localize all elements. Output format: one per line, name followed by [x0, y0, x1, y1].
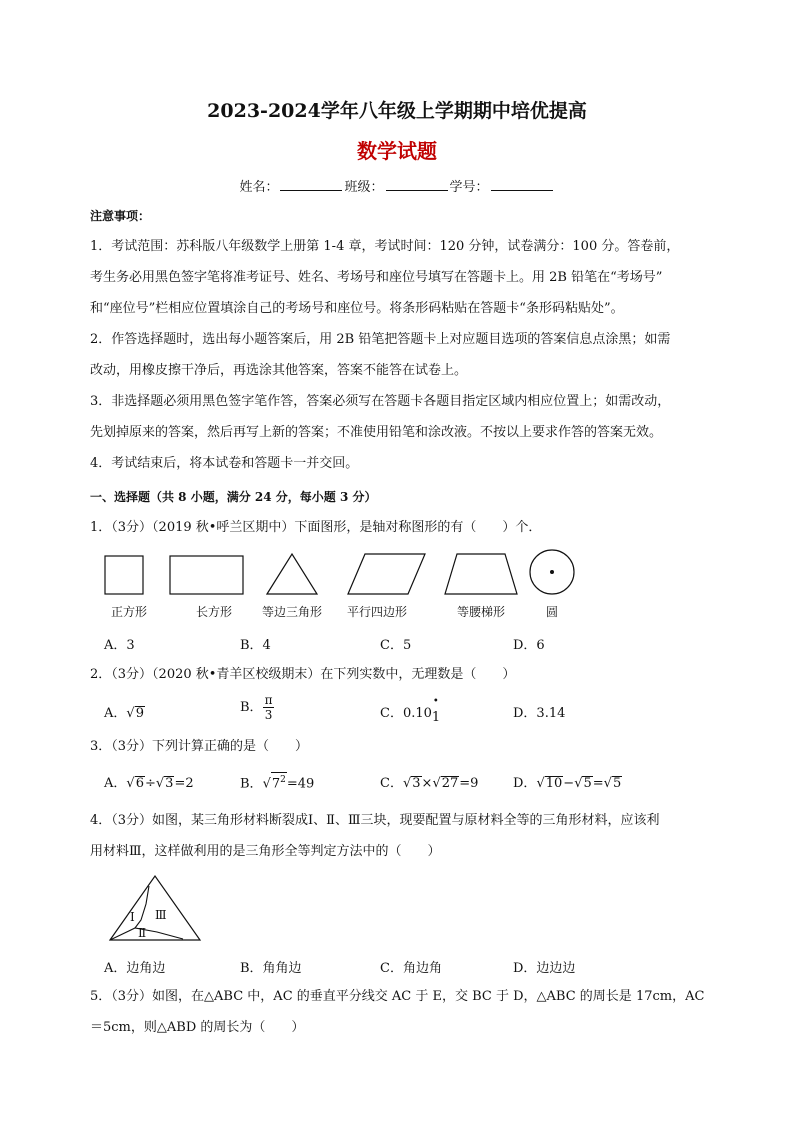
note-1-line-3: 和“座位号”栏相应位置填涂自己的考场号和座位号。将条形码粘贴在答题卡“条形码粘贴处”。	[90, 301, 624, 316]
name-blank[interactable]	[280, 178, 342, 191]
q3-option-c: C．√3×√27=9	[380, 776, 479, 791]
q1-option-a: A．3	[104, 638, 135, 653]
id-label: 学号：	[449, 180, 489, 195]
piece-label-1: Ⅰ	[130, 910, 135, 924]
class-label: 班级：	[344, 180, 384, 195]
q4-option-b: B．角角边	[240, 961, 302, 976]
shape-label-square: 正方形	[110, 605, 147, 619]
note-2-line-2: 改动，用橡皮擦干净后，再选涂其他答案，答案不能答在试卷上。	[90, 363, 468, 378]
exam-title: 2023-2024学年八年级上学期期中培优提高	[207, 100, 587, 122]
q3-option-d: D．√10−√5=√5	[513, 776, 622, 791]
q2-stem: 2．（3分）（2020 秋•青羊区校级期末）在下列实数中，无理数是（ ）	[90, 667, 516, 682]
note-2-line-1: 2．作答选择题时，选出每小题答案后，用 2B 铅笔把答题卡上对应题目选项的答案信息点涂黑；如需	[90, 332, 671, 347]
student-info-line	[0, 176, 794, 195]
parallelogram-shape	[348, 554, 425, 594]
trapezoid-shape	[445, 554, 517, 594]
q1-option-d: D．6	[513, 638, 545, 653]
class-blank[interactable]	[386, 178, 448, 191]
q3-option-b: B．$√7^2=49$	[240, 772, 314, 791]
shape-label-circle: 圆	[545, 605, 558, 619]
q1-option-b: B．4	[240, 638, 271, 653]
note-1-line-1: 1．考试范围：苏科版八年级数学上册第 1-4 章，考试时间：120 分钟，试卷满分：100 分。答卷前，	[90, 239, 680, 254]
q4-option-d: D．边边边	[513, 961, 576, 976]
q5-stem-line-2: ＝5cm，则△ABD 的周长为（ ）	[90, 1020, 305, 1035]
q4-option-c: C．角边角	[380, 961, 442, 976]
square-shape	[105, 556, 143, 594]
exam-subtitle: 数学试题	[357, 139, 437, 163]
piece-label-2: Ⅱ	[138, 926, 147, 940]
section-1-heading: 一、选择题（共 8 小题，满分 24 分，每小题 3 分）	[90, 490, 377, 504]
shape-label-rectangle: 长方形	[195, 605, 232, 619]
q2-option-c: C．0.10 • 1	[380, 696, 441, 725]
shape-label-triangle: 等边三角形	[261, 605, 322, 619]
note-4: 4．考试结束后，将本试卷和答题卡一并交回。	[90, 456, 359, 471]
q2-option-b: B． $\frac{\pi}{3}$	[240, 693, 273, 722]
q3-option-a: A．√6÷√3=2	[104, 776, 194, 791]
note-1-line-2: 考生务必用黑色签字笔将准考证号、姓名、考场号和座位号填写在答题卡上。用 2B 铅笔在“考场号”	[90, 270, 663, 285]
q4-stem-line-2: 用材料Ⅲ，这样做利用的是三角形全等判定方法中的（ ）	[90, 844, 441, 859]
rectangle-shape	[170, 556, 243, 594]
note-3-line-2: 先划掉原来的答案，然后再写上新的答案；不准使用铅笔和涂改液。不按以上要求作答的答案无效。	[90, 425, 663, 440]
q2-option-d: D．3.14	[513, 706, 566, 721]
q3-stem: 3．（3分）下列计算正确的是（ ）	[90, 739, 309, 754]
q1-shapes-figure	[95, 548, 595, 598]
q4-stem-line-1: 4．（3分）如图，某三角形材料断裂成Ⅰ、Ⅱ、Ⅲ三块，现要配置与原材料全等的三角形材料，应该利	[90, 813, 660, 828]
q4-option-a: A．边角边	[104, 961, 166, 976]
q1-stem: 1．（3分）（2019 秋•呼兰区期中）下面图形，是轴对称图形的有（ ）个．	[90, 520, 542, 535]
circle-center-dot	[550, 570, 554, 574]
q2-option-a: A．√9	[104, 706, 144, 721]
note-3-line-1: 3．非选择题必须用黑色签字笔作答，答案必须写在答题卡各题目指定区域内相应位置上；如需改动，	[90, 394, 671, 409]
piece-label-3: Ⅲ	[155, 908, 167, 922]
q1-option-c: C．5	[380, 638, 412, 653]
id-blank[interactable]	[491, 178, 553, 191]
name-label: 姓名：	[239, 180, 279, 195]
shape-label-parallelogram: 平行四边形	[346, 605, 407, 619]
notes-heading: 注意事项：	[90, 209, 151, 223]
q5-stem-line-1: 5．（3分）如图，在△ABC 中，AC 的垂直平分线交 AC 于 E，交 BC 于 D，△ABC 的周长是 17cm，AC	[90, 989, 705, 1004]
triangle-shape	[267, 554, 317, 594]
shape-label-trapezoid: 等腰梯形	[456, 605, 505, 619]
